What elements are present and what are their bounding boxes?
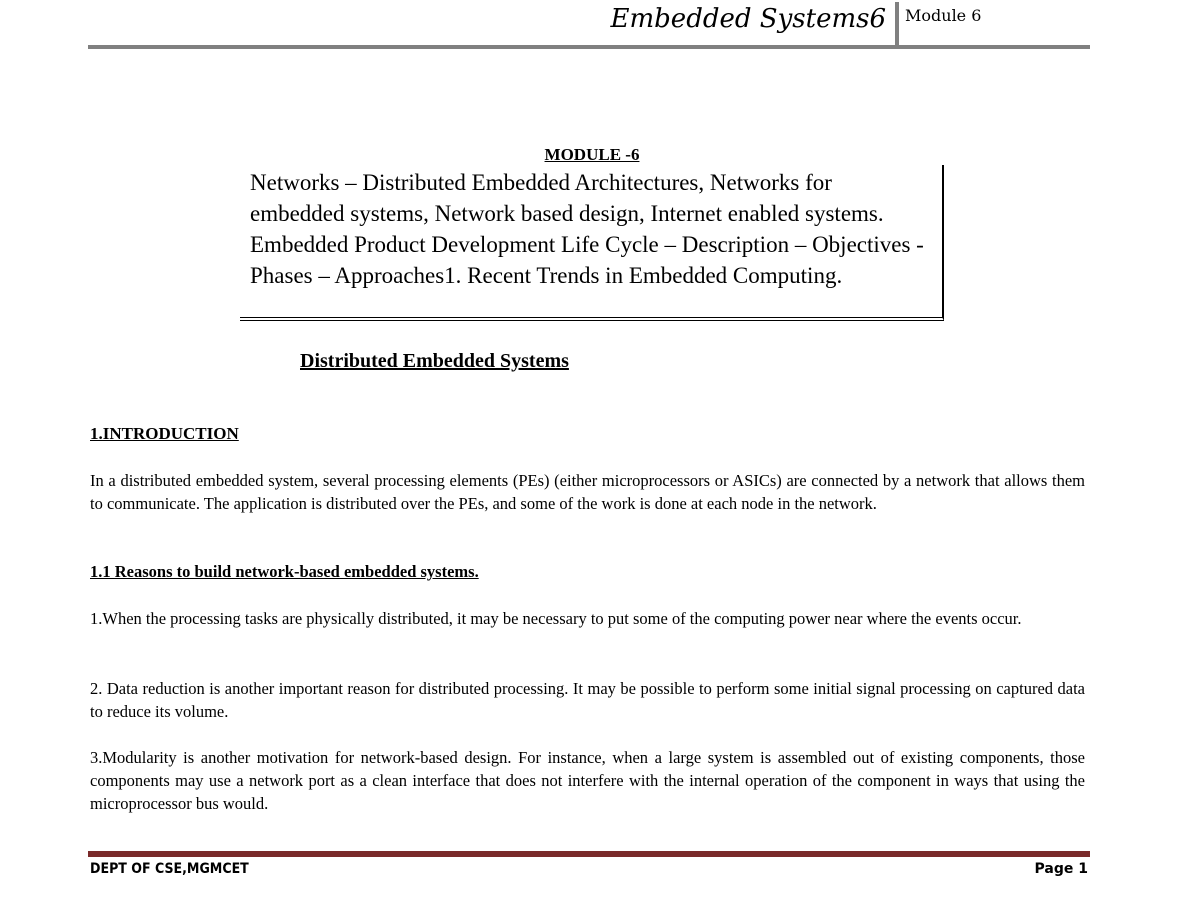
reason-item-3: 3.Modularity is another motivation for network-based design. For instance, when a large system is assembled out of existing components, those components may use a network port as a clean interface that does not interfere with the internal operation of the component in ways that using the microprocessor bus would. — [90, 748, 1085, 813]
syllabus-box — [240, 165, 944, 321]
introduction-heading: 1.INTRODUCTION — [90, 424, 239, 443]
reason-item-1: 1.When the processing tasks are physically distributed, it may be necessary to put some of the computing power near where the events occur. — [90, 609, 1022, 628]
header-divider — [895, 2, 899, 48]
introduction-paragraph: In a distributed embedded system, several processing elements (PEs) (either microprocessors or ASICs) are connected by a network that allows them to communicate. The application is distributed over the PEs, and some of the work is done at each node in the network. — [90, 471, 1085, 513]
section-title: Distributed Embedded Systems — [300, 350, 569, 372]
page-number: Page 1 — [1034, 861, 1088, 877]
syllabus-text: Networks – Distributed Embedded Architectures, Networks for embedded systems, Network based design, Internet enabled systems. Embedded Product Development Life Cycle – Description – Objectives -Phases – Approaches1. Recent Trends in Embedded Computing. — [250, 170, 924, 288]
footer-rule — [88, 851, 1090, 857]
department-label: DEPT OF CSE,MGMCET — [90, 861, 249, 877]
module-heading: MODULE -6 — [544, 145, 640, 164]
document-title: Embedded Systems6 — [610, 4, 886, 34]
header-rule — [88, 45, 1090, 49]
module-label: Module 6 — [905, 6, 982, 25]
reason-item-2: 2. Data reduction is another important reason for distributed processing. It may be possible to perform some initial signal processing on captured data to reduce its volume. — [90, 679, 1085, 721]
reasons-heading: 1.1 Reasons to build network-based embedded systems. — [90, 562, 479, 581]
